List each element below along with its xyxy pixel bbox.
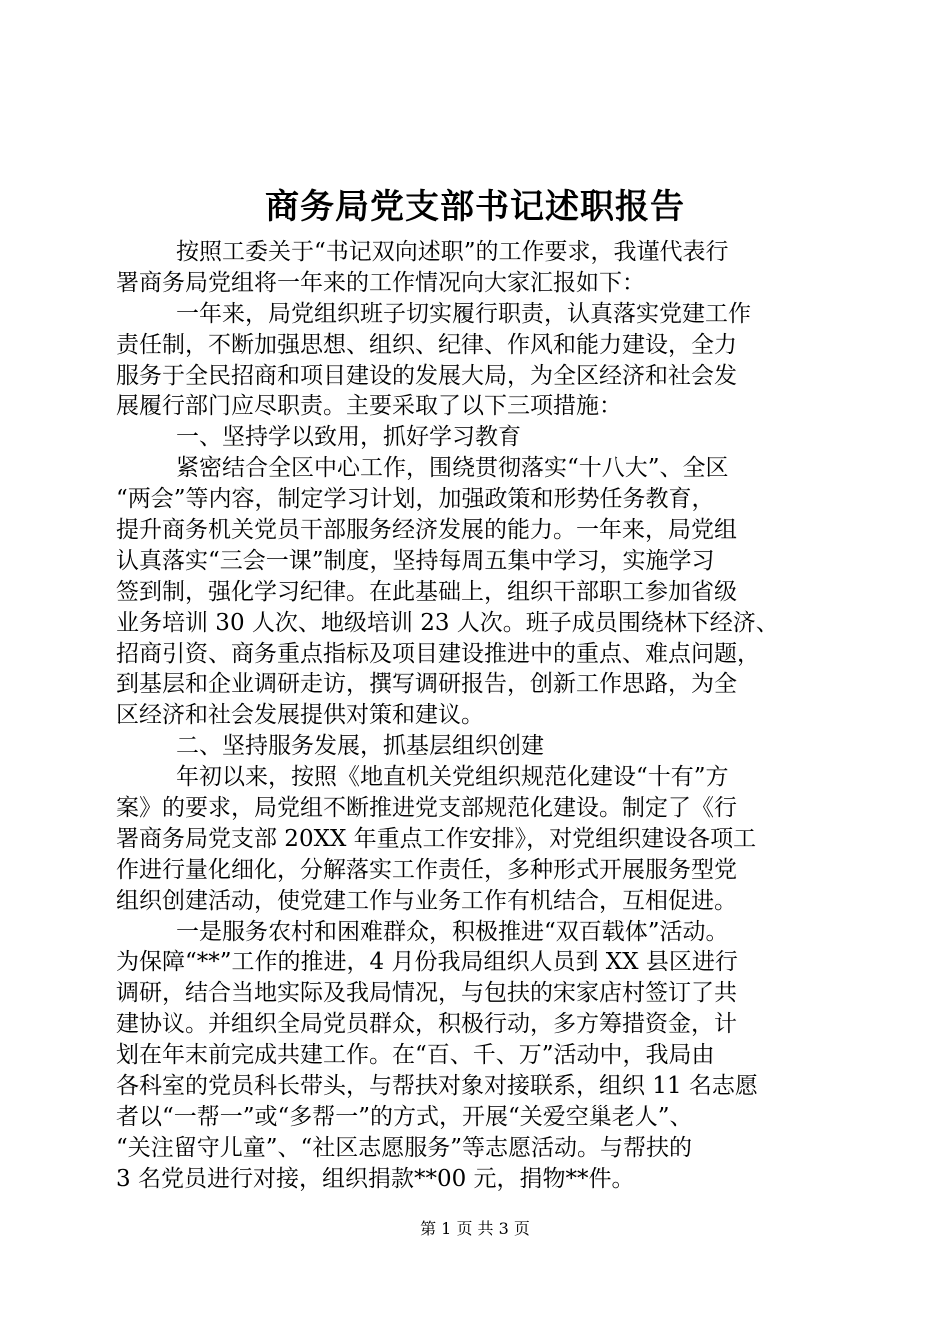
body-line: 划在年末前完成共建工作。在“百、千、万”活动中，我局由 bbox=[116, 1042, 715, 1069]
body-line: 招商引资、商务重点指标及项目建设推进中的重点、难点问题， bbox=[116, 640, 760, 667]
body-line: 展履行部门应尽职责。主要采取了以下三项措施： bbox=[116, 393, 622, 420]
body-line: 责任制，不断加强思想、组织、纪律、作风和能力建设，全力 bbox=[116, 331, 737, 358]
body-line: 一是服务农村和困难群众，积极推进“双百载体”活动。 bbox=[176, 918, 729, 945]
body-line: 认真落实“三会一课”制度，坚持每周五集中学习，实施学习 bbox=[116, 547, 715, 574]
body-line: 服务于全民招商和项目建设的发展大局，为全区经济和社会发 bbox=[116, 362, 737, 389]
body-line: 组织创建活动，使党建工作与业务工作有机结合，互相促进。 bbox=[116, 887, 737, 914]
body-line: 一年来，局党组织班子切实履行职责，认真落实党建工作 bbox=[176, 300, 751, 327]
document-body bbox=[116, 237, 836, 1195]
body-line: 一、坚持学以致用，抓好学习教育 bbox=[176, 424, 521, 451]
body-line: 案》的要求，局党组不断推进党支部规范化建设。制定了《行 bbox=[116, 795, 737, 822]
body-line: 区经济和社会发展提供对策和建议。 bbox=[116, 702, 484, 729]
body-line: “两会”等内容，制定学习计划，加强政策和形势任务教育， bbox=[116, 486, 715, 513]
body-line: 业务培训 30 人次、地级培训 23 人次。班子成员围绕林下经济、 bbox=[116, 609, 779, 636]
body-line: 各科室的党员科长带头，与帮扶对象对接联系，组织 11 名志愿 bbox=[116, 1073, 758, 1100]
body-line: 年初以来，按照《地直机关党组织规范化建设“十有”方 bbox=[176, 764, 729, 791]
body-line: 3 名党员进行对接，组织捐款**00 元，捐物**件。 bbox=[116, 1165, 635, 1192]
body-line: 者以“一帮一”或“多帮一”的方式，开展“关爱空巢老人”、 bbox=[116, 1103, 693, 1130]
body-line: 紧密结合全区中心工作，围绕贯彻落实“十八大”、全区 bbox=[176, 455, 729, 482]
body-line: 署商务局党组将一年来的工作情况向大家汇报如下： bbox=[116, 269, 645, 296]
document-title: 商务局党支部书记述职报告 bbox=[265, 187, 685, 227]
body-line: 建协议。并组织全局党员群众，积极行动，多方筹措资金，计 bbox=[116, 1011, 737, 1038]
body-line: 二、坚持服务发展，抓基层组织创建 bbox=[176, 733, 544, 760]
body-line: 调研，结合当地实际及我局情况，与包扶的宋家店村签订了共 bbox=[116, 980, 737, 1007]
body-line: 提升商务机关党员干部服务经济发展的能力。一年来，局党组 bbox=[116, 517, 737, 544]
body-line: 作进行量化细化，分解落实工作责任，多种形式开展服务型党 bbox=[116, 856, 737, 883]
body-line: 署商务局党支部 20XX 年重点工作安排》，对党组织建设各项工 bbox=[116, 825, 757, 852]
body-line: 按照工委关于“书记双向述职”的工作要求，我谨代表行 bbox=[176, 239, 729, 265]
body-line: 到基层和企业调研走访，撰写调研报告，创新工作思路，为全 bbox=[116, 671, 737, 698]
body-line: 签到制，强化学习纪律。在此基础上，组织干部职工参加省级 bbox=[116, 578, 737, 605]
body-line: 为保障“**”工作的推进，4 月份我局组织人员到 XX 县区进行 bbox=[116, 949, 738, 976]
body-line: “关注留守儿童”、“社区志愿服务”等志愿活动。与帮扶的 bbox=[116, 1134, 693, 1161]
page-footer: 第 1 页 共 3 页 bbox=[420, 1219, 530, 1238]
